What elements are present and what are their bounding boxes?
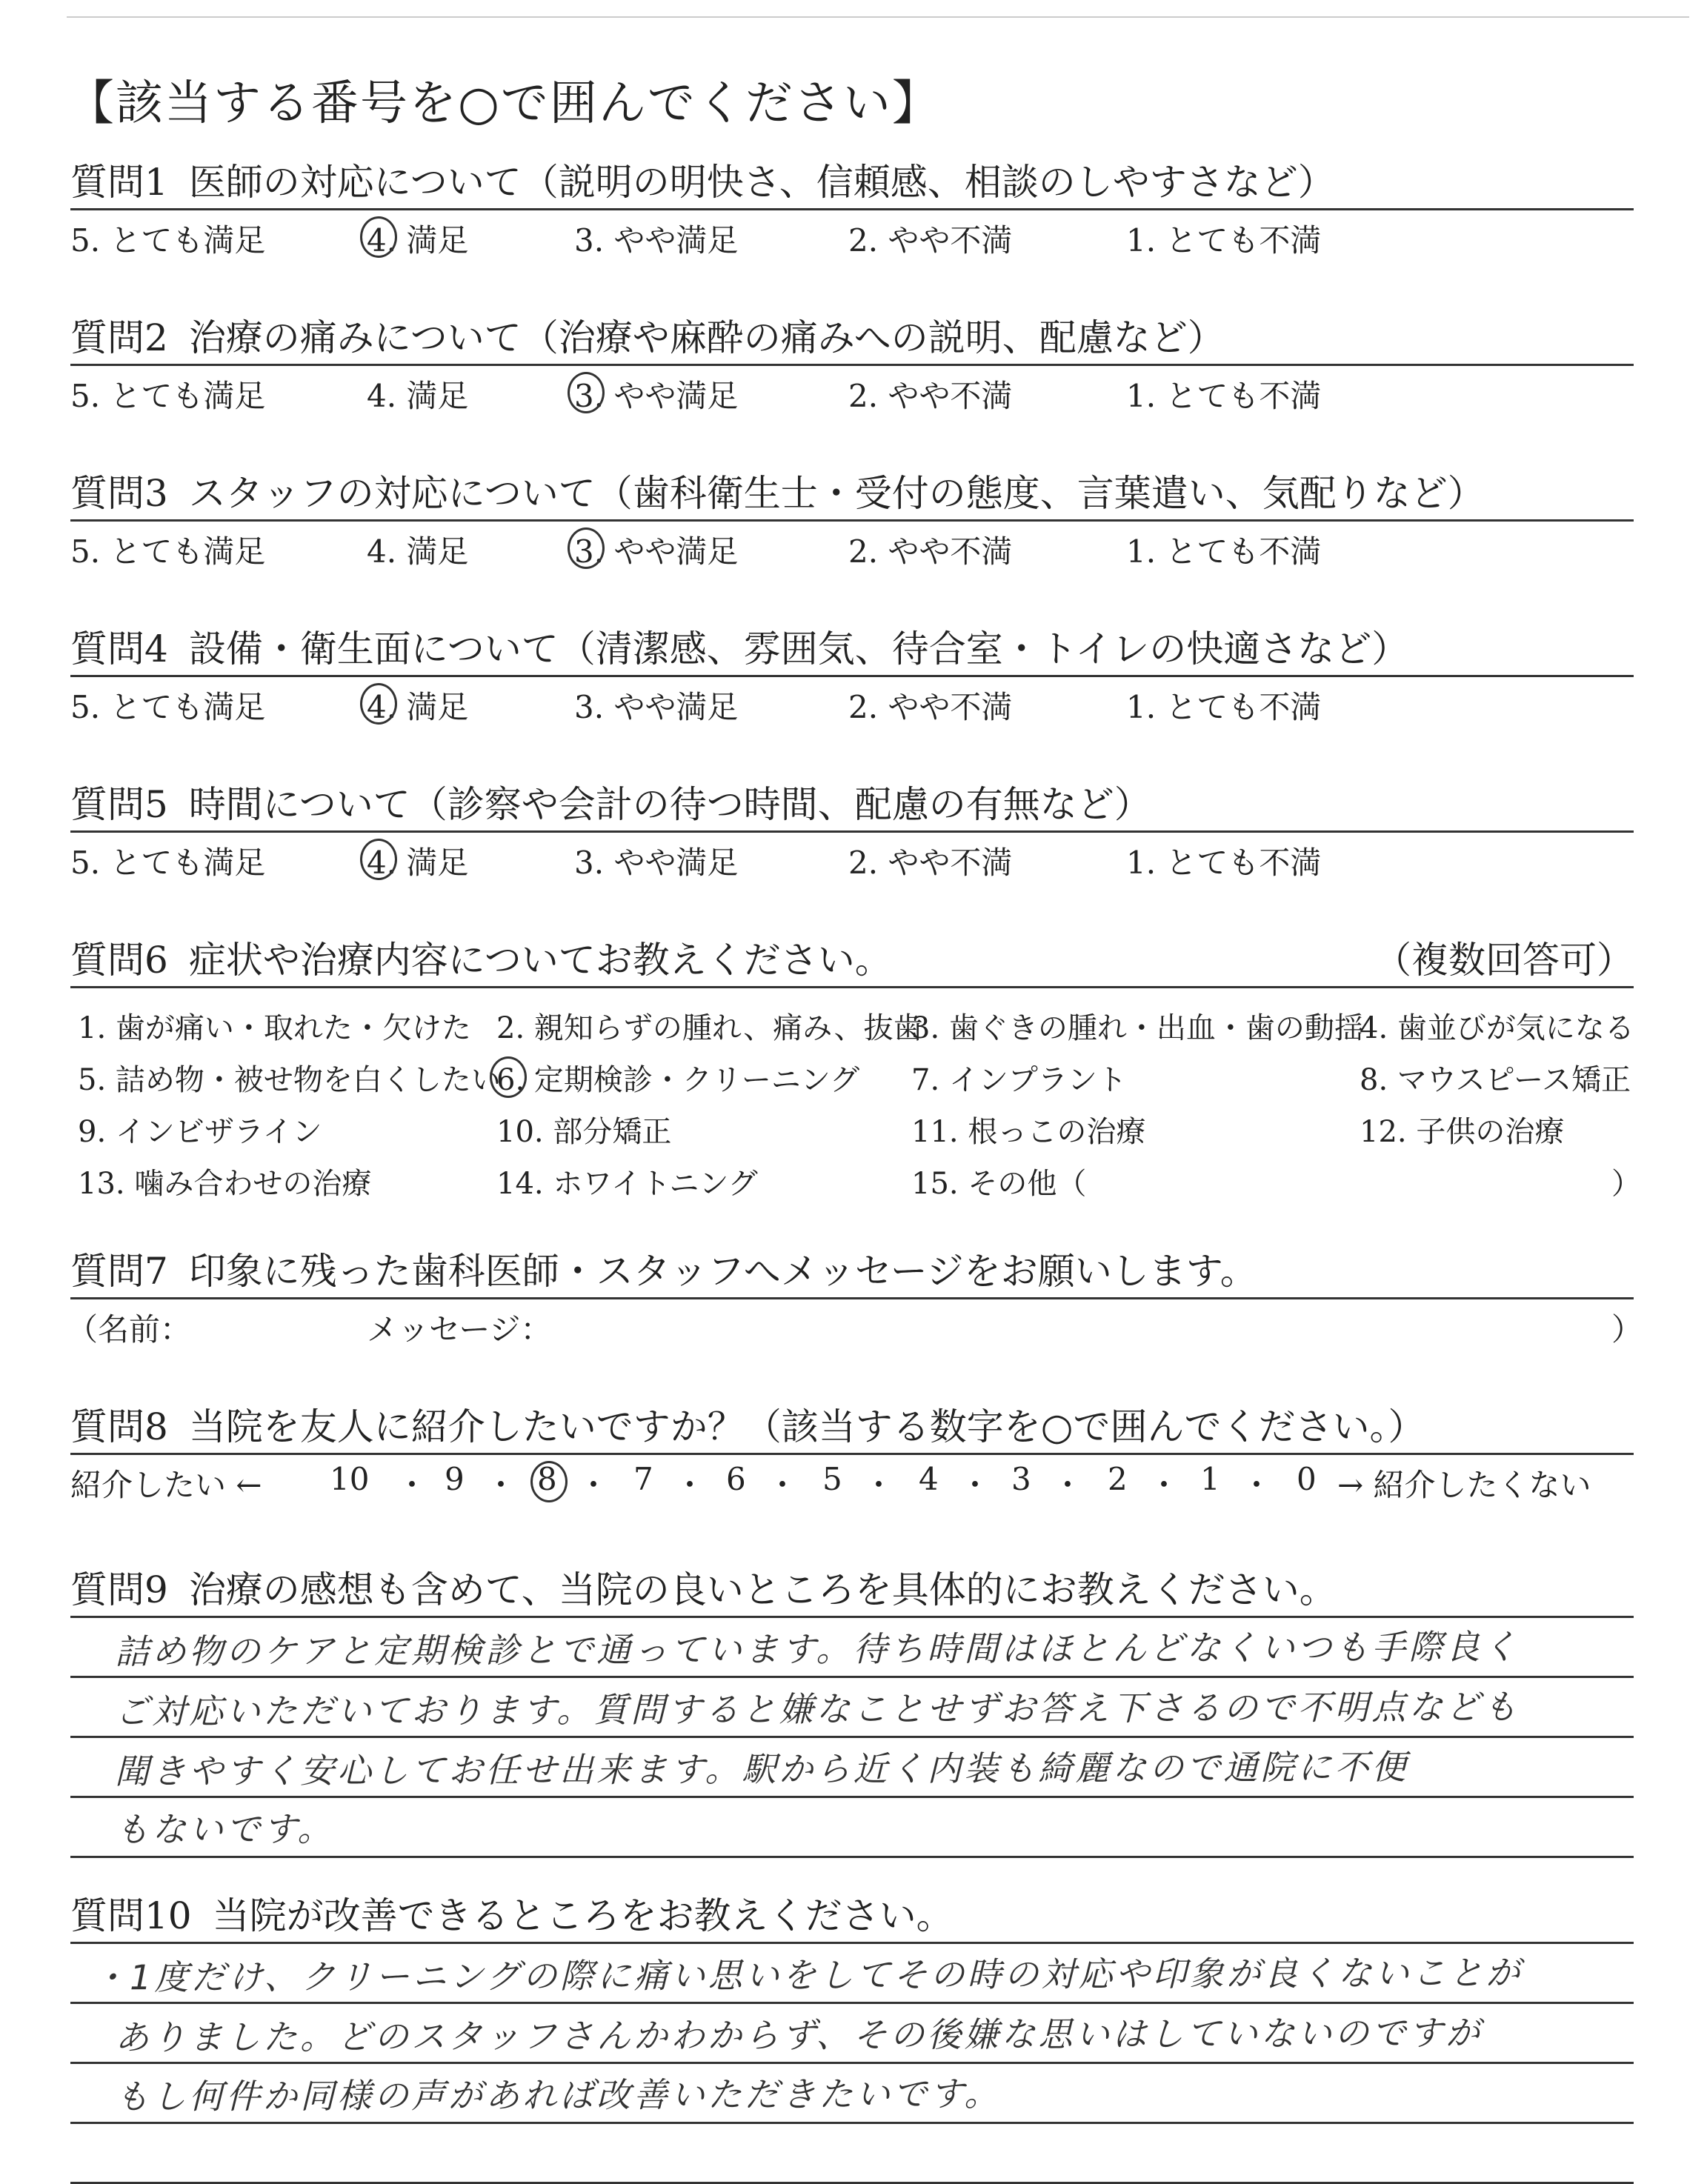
answer-line[interactable]	[70, 2124, 1634, 2184]
question-number: 質問3	[70, 472, 168, 515]
checkbox-item[interactable]: 3. 歯ぐきの腫れ・出血・歯の動揺	[911, 1011, 1364, 1045]
checkbox-item[interactable]: 13. 噛み合わせの治療	[78, 1167, 372, 1201]
handwritten-text: ご対応いただいております。質問すると嫌なことせずお答え下さるので不明点なども	[114, 1686, 1520, 1732]
question-number: 質問7	[70, 1250, 168, 1293]
scale-dot: ・	[485, 1467, 517, 1503]
question-4	[70, 626, 1634, 729]
options-row	[70, 677, 1634, 729]
scale-value[interactable]: 0	[1297, 1461, 1317, 1497]
question-1	[70, 159, 1634, 262]
scale-value[interactable]: 1	[1200, 1461, 1220, 1497]
question-title: 医師の対応について（説明の明快さ、信頼感、相談のしやすさなど）	[188, 161, 1335, 204]
answer-line[interactable]	[70, 2004, 1634, 2064]
message-label: メッセージ：	[367, 1311, 552, 1348]
option[interactable]: 1. とても不満	[1126, 533, 1322, 570]
question-title: スタッフの対応について（歯科衛生士・受付の態度、言葉遣い、気配りなど）	[188, 472, 1485, 515]
handwritten-text: ・1度だけ、クリーニングの際に痛い思いをしてその時の対応や印象が良くないことが	[92, 1952, 1523, 1998]
scale-dot: ・	[767, 1467, 799, 1503]
option-selected[interactable]: 4. 満足	[367, 216, 468, 261]
page-title: 【該当する番号を○で囲んでください】	[67, 76, 941, 131]
question-title: 印象に残った歯科医師・スタッフへメッセージをお願いします。	[188, 1250, 1257, 1293]
option[interactable]: 3. やや満足	[574, 222, 739, 259]
answer-line[interactable]	[70, 1798, 1634, 1858]
checkbox-item[interactable]: 4. 歯並びが気になる	[1360, 1011, 1634, 1045]
checkbox-item[interactable]: 5. 詰め物・被せ物を白くしたい	[78, 1063, 501, 1097]
answer-line[interactable]	[70, 1678, 1634, 1738]
question-title: 症状や治療内容についてお教えください。	[188, 939, 892, 982]
option[interactable]: 1. とても不満	[1126, 378, 1322, 414]
other-close-paren: ）	[1611, 1167, 1641, 1201]
options-row	[70, 366, 1634, 418]
checkbox-item[interactable]: 11. 根っこの治療	[911, 1115, 1146, 1149]
scale-value[interactable]: 7	[633, 1461, 653, 1497]
option[interactable]: 1. とても不満	[1126, 689, 1322, 725]
handwritten-text: もし何件か同様の声があれば改善いただきたいです。	[114, 2073, 1002, 2117]
scale-right-label: → 紹介したくない	[1337, 1467, 1591, 1503]
top-divider	[67, 16, 1689, 18]
handwritten-text: ありました。どのスタッフさんかわからず、その後嫌な思いはしていないのですが	[114, 2012, 1483, 2058]
answer-line[interactable]	[70, 2064, 1634, 2124]
question-title: 治療の痛みについて（治療や麻酔の痛みへの説明、配慮など）	[188, 316, 1225, 359]
option[interactable]: 4. 満足	[367, 533, 469, 570]
scale-value[interactable]: 5	[822, 1461, 842, 1497]
option[interactable]: 2. やや不満	[848, 378, 1013, 414]
question-2	[70, 315, 1634, 418]
option[interactable]: 2. やや不満	[848, 222, 1013, 259]
option-selected[interactable]: 3. やや満足	[574, 372, 738, 416]
question-number: 質問6	[70, 939, 168, 982]
scale-dot: ・	[1148, 1467, 1180, 1503]
scale-dot: ・	[578, 1467, 610, 1503]
checkbox-item[interactable]: 2. 親知らずの腫れ、痛み、抜歯	[496, 1011, 923, 1045]
multiple-answer-note: （複数回答可）	[1374, 939, 1634, 982]
question-number: 質問2	[70, 316, 168, 359]
question-title: 治療の感想も含めて、当院の良いところを具体的にお教えください。	[188, 1568, 1337, 1611]
recommend-scale	[70, 1455, 1634, 1507]
option-selected[interactable]: 4. 満足	[367, 683, 468, 728]
answer-line[interactable]	[70, 1618, 1634, 1678]
checkbox-item[interactable]: 9. インビザライン	[78, 1115, 322, 1149]
question-6	[70, 937, 1641, 1201]
question-7	[67, 1248, 1643, 1351]
question-number: 質問4	[70, 627, 168, 670]
option[interactable]: 3. やや満足	[574, 845, 739, 881]
scale-dot: ・	[396, 1467, 428, 1503]
checkbox-item[interactable]: 10. 部分矯正	[496, 1115, 672, 1149]
question-8	[70, 1404, 1634, 1507]
question-3	[70, 470, 1634, 573]
scale-dot: ・	[674, 1467, 706, 1503]
option[interactable]: 1. とても不満	[1126, 222, 1322, 259]
answer-line[interactable]	[70, 1738, 1634, 1798]
option[interactable]: 5. とても満足	[70, 689, 266, 725]
scale-dot: ・	[1241, 1467, 1273, 1503]
question-title: 当院が改善できるところをお教えください。	[212, 1894, 954, 1937]
question-number: 質問9	[70, 1568, 168, 1611]
scale-value[interactable]: 6	[726, 1461, 746, 1497]
option-selected[interactable]: 4. 満足	[367, 839, 468, 883]
handwritten-text: もないです。	[114, 1808, 335, 1850]
checkbox-item[interactable]: 14. ホワイトニング	[496, 1167, 758, 1201]
option[interactable]: 5. とても満足	[70, 533, 266, 570]
option[interactable]: 5. とても満足	[70, 378, 266, 414]
checkbox-item-selected[interactable]: 6. 定期検診・クリーニング	[496, 1056, 859, 1099]
question-5	[70, 782, 1634, 885]
name-label: （名前：	[67, 1311, 192, 1348]
scale-left-label: 紹介したい ←	[70, 1467, 262, 1503]
option[interactable]: 2. やや不満	[848, 845, 1013, 881]
handwritten-text: 詰め物のケアと定期検診とで通っています。待ち時間はほとんどなくいつも手際良く	[114, 1626, 1520, 1672]
question-number: 質問10	[70, 1894, 192, 1937]
answer-line[interactable]	[70, 1944, 1634, 2004]
question-number: 質問8	[70, 1405, 168, 1448]
scale-value[interactable]: 4	[919, 1461, 939, 1497]
question-title: 設備・衛生面について（清潔感、雰囲気、待合室・トイレの快適さなど）	[188, 627, 1409, 670]
options-row	[70, 210, 1634, 262]
checkbox-item[interactable]: 15. その他（	[911, 1167, 1087, 1201]
question-number: 質問5	[70, 783, 168, 826]
handwritten-text: 聞きやすく安心してお任せ出来ます。駅から近く内装も綺麗なので通院に不便	[114, 1746, 1409, 1792]
question-title: 当院を友人に紹介したいですか？（該当する数字を○で囲んでください。）	[188, 1405, 1425, 1448]
scale-dot: ・	[863, 1467, 895, 1503]
message-row	[67, 1299, 1643, 1351]
question-10	[70, 1893, 1634, 2184]
options-row	[70, 522, 1634, 573]
scale-value-selected[interactable]: 8	[537, 1461, 557, 1497]
option[interactable]: 5. とても満足	[70, 222, 266, 259]
checkbox-item[interactable]: 7. インプラント	[911, 1063, 1127, 1097]
checkbox-item[interactable]: 12. 子供の治療	[1360, 1115, 1565, 1149]
option[interactable]: 2. やや不満	[848, 689, 1013, 725]
option[interactable]: 3. やや満足	[574, 689, 739, 725]
close-paren: ）	[1611, 1311, 1643, 1348]
question-number: 質問1	[70, 161, 168, 204]
scale-value[interactable]: 2	[1108, 1461, 1128, 1497]
option[interactable]: 5. とても満足	[70, 845, 266, 881]
scale-value[interactable]: 10	[330, 1461, 370, 1497]
checkbox-item[interactable]: 1. 歯が痛い・取れた・欠けた	[78, 1011, 471, 1045]
scale-dot: ・	[1052, 1467, 1084, 1503]
option[interactable]: 1. とても不満	[1126, 845, 1322, 881]
scale-value[interactable]: 9	[445, 1461, 465, 1497]
option[interactable]: 4. 満足	[367, 378, 469, 414]
scale-dot: ・	[959, 1467, 991, 1503]
symptom-grid	[70, 988, 1641, 1201]
question-title: 時間について（診察や会計の待つ時間、配慮の有無など）	[188, 783, 1151, 826]
options-row	[70, 833, 1634, 885]
option[interactable]: 2. やや不満	[848, 533, 1013, 570]
scale-value[interactable]: 3	[1011, 1461, 1031, 1497]
question-9	[70, 1567, 1634, 1858]
option-selected[interactable]: 3. やや満足	[574, 527, 738, 572]
checkbox-item[interactable]: 8. マウスピース矯正	[1360, 1063, 1631, 1097]
